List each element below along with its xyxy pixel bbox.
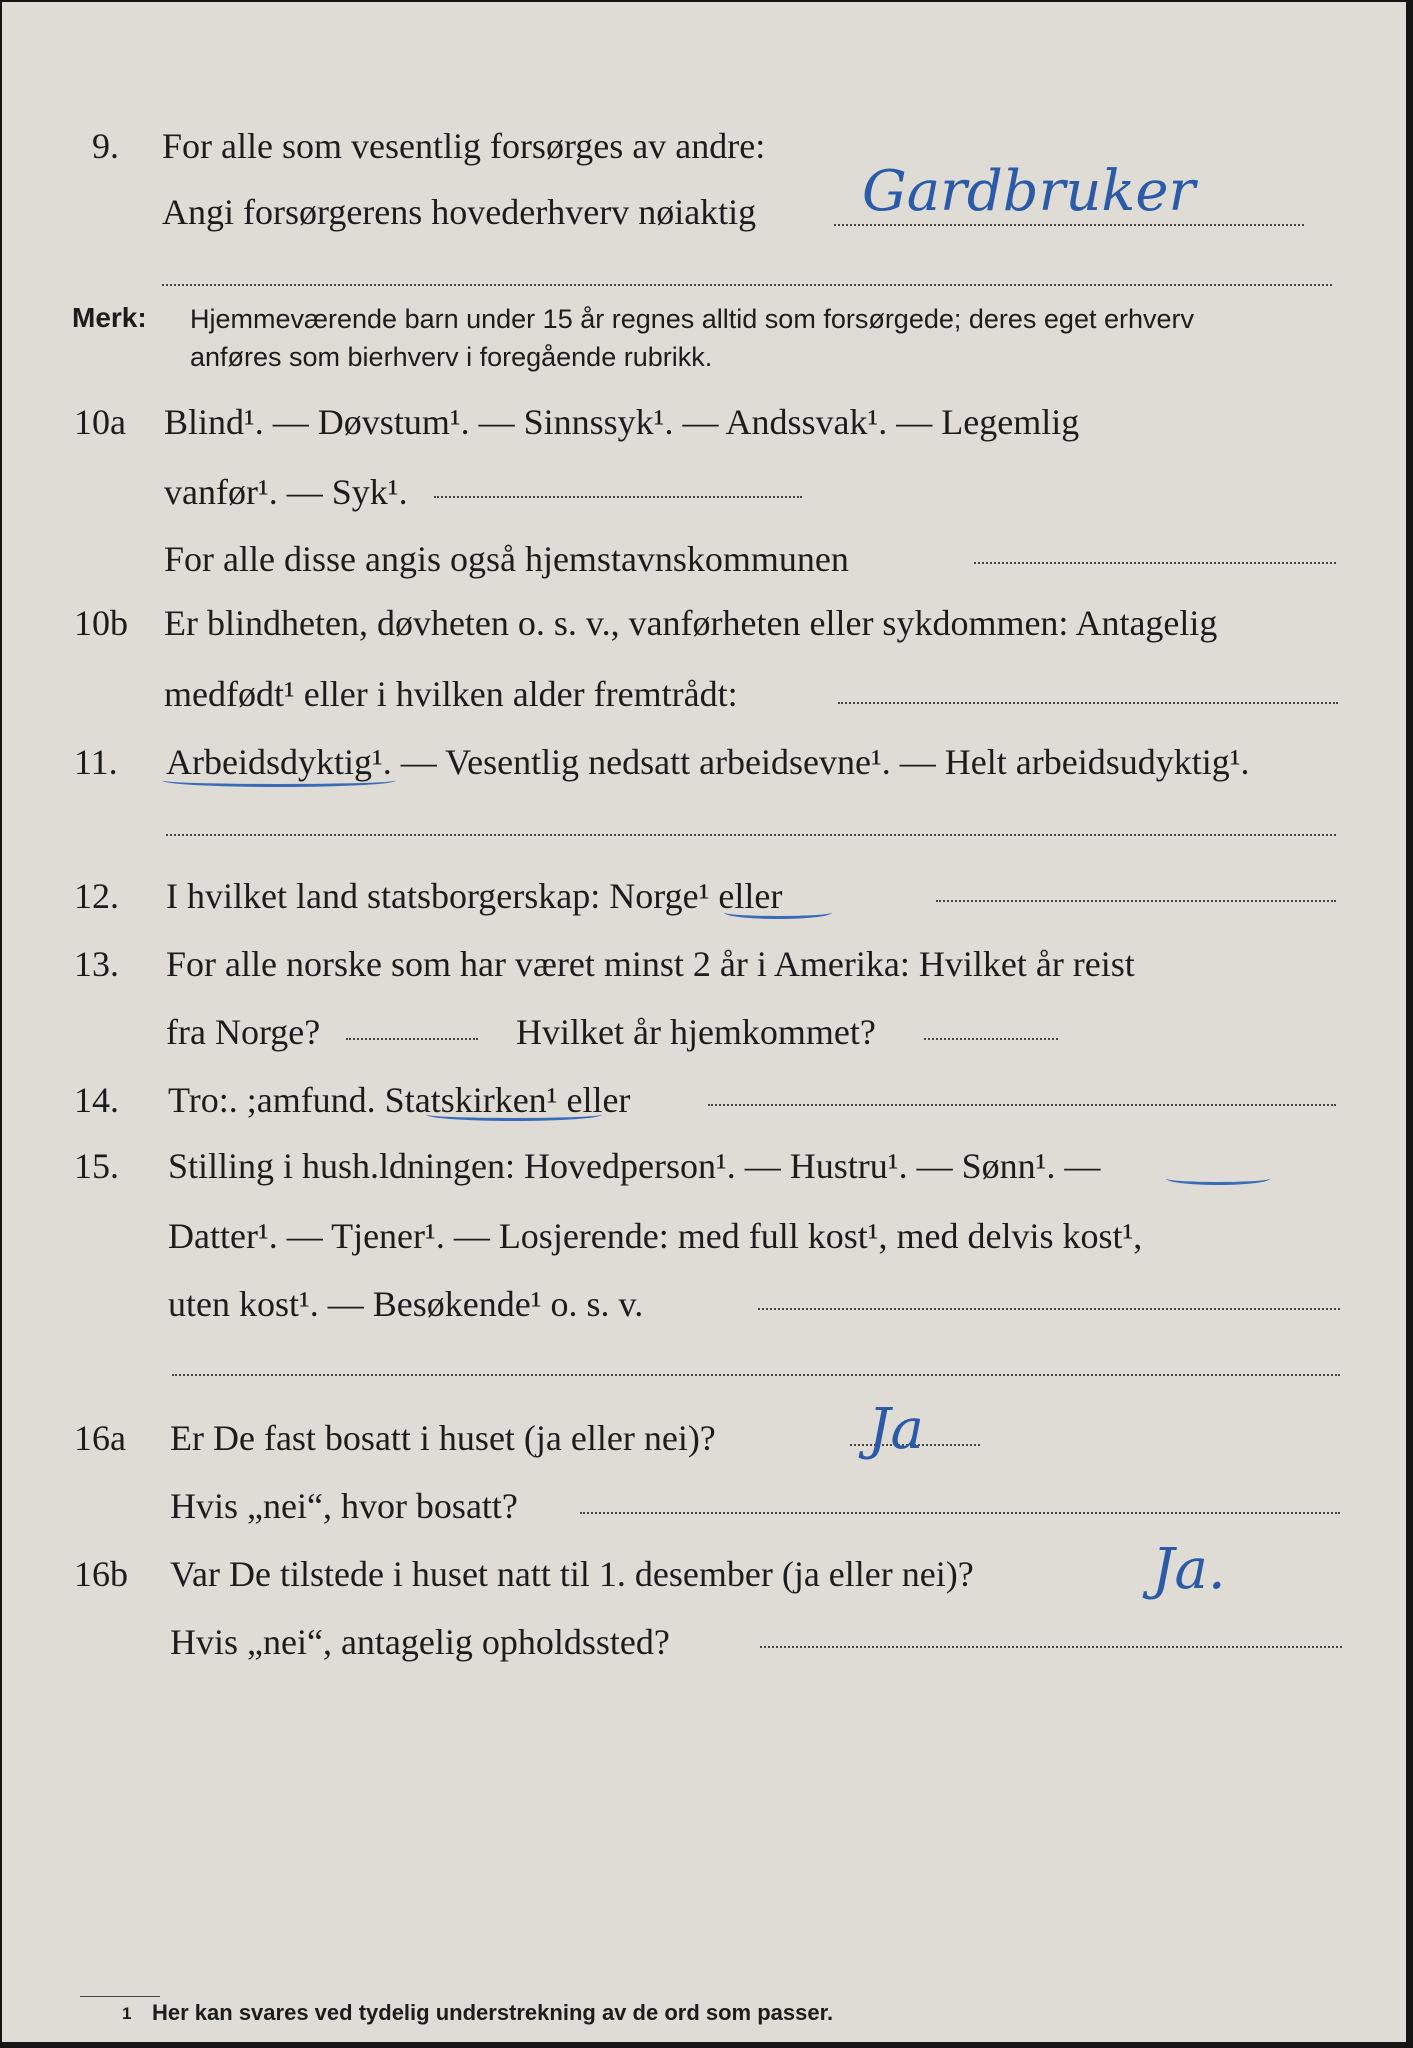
q16a-answer-handwritten: Ja bbox=[868, 1397, 924, 1462]
q9-line1: For alle som vesentlig forsørges av andre: bbox=[162, 126, 766, 166]
q11-line1: Arbeidsdyktig¹. — Vesentlig nedsatt arbeidsevne¹. — Helt arbeidsudyktig¹. bbox=[166, 742, 1250, 782]
footnote-marker: 1 bbox=[122, 2004, 132, 2023]
merk-label: Merk: bbox=[72, 302, 147, 333]
q16a-number: 16a bbox=[74, 1418, 126, 1458]
q12-number: 12. bbox=[74, 876, 119, 916]
q16b-answer-handwritten: Ja. bbox=[1152, 1537, 1226, 1602]
q16b-line1: Var De tilstede i huset natt til 1. desember (ja eller nei)? bbox=[170, 1554, 974, 1594]
q10a-line2: vanfør¹. — Syk¹. bbox=[164, 472, 408, 512]
q13-reist-field bbox=[346, 1038, 478, 1040]
q15-extra-line bbox=[172, 1374, 1340, 1376]
q10b-line2: medfødt¹ eller i hvilken alder fremtrådt: bbox=[164, 674, 738, 714]
q10a-line2-field bbox=[434, 496, 802, 498]
q9-number: 9. bbox=[92, 126, 119, 166]
q10a-line3: For alle disse angis også hjemstavnskommunen bbox=[164, 539, 849, 579]
q11-underline-arbeidsdyktig bbox=[162, 774, 396, 787]
q12-line1: I hvilket land statsborgerskap: Norge¹ eller bbox=[166, 876, 783, 916]
q14-field bbox=[708, 1104, 1336, 1106]
q15-line2: Datter¹. — Tjener¹. — Losjerende: med full kost¹, med delvis kost¹, bbox=[168, 1216, 1143, 1256]
q16a-line2: Hvis „nei“, hvor bosatt? bbox=[170, 1486, 518, 1526]
q14-underline-statskirken bbox=[426, 1108, 602, 1121]
q9-answer-handwritten: Gardbruker bbox=[862, 159, 1196, 224]
q14-line1: Tro:. ;amfund. Statskirken¹ eller bbox=[168, 1080, 631, 1120]
q13-line2b: Hvilket år hjemkommet? bbox=[516, 1012, 876, 1052]
q12-field bbox=[936, 900, 1336, 902]
q10b-line2-field bbox=[838, 702, 1338, 704]
q15-number: 15. bbox=[74, 1146, 119, 1186]
q16a-line2-field bbox=[580, 1512, 1340, 1514]
q10b-number: 10b bbox=[74, 603, 128, 643]
q12-underline-norge bbox=[724, 906, 832, 919]
q16b-line2-field bbox=[760, 1646, 1342, 1648]
q15-underline-sonn bbox=[1166, 1172, 1270, 1185]
q13-line1: For alle norske som har været minst 2 år i Amerika: Hvilket år reist bbox=[166, 944, 1135, 984]
q9-extra-line bbox=[162, 284, 1332, 286]
q13-hjemkommet-field bbox=[924, 1038, 1058, 1040]
merk-line1: Hjemmeværende barn under 15 år regnes alltid som forsørgede; deres eget erhverv bbox=[190, 304, 1194, 334]
q13-number: 13. bbox=[74, 944, 119, 984]
q10a-number: 10a bbox=[74, 402, 126, 442]
q15-line3: uten kost¹. — Besøkende¹ o. s. v. bbox=[168, 1284, 644, 1324]
q11-extra-line bbox=[166, 834, 1336, 836]
footnote-text: Her kan svares ved tydelig understrekning av de ord som passer. bbox=[152, 2000, 834, 2025]
q10a-line3-field bbox=[974, 562, 1336, 564]
census-form-page bbox=[2, 2, 1406, 2042]
merk-line2: anføres som bierhverv i foregående rubrikk. bbox=[190, 342, 713, 372]
q16b-line2: Hvis „nei“, antagelig opholdssted? bbox=[170, 1622, 670, 1662]
q10a-line1: Blind¹. — Døvstum¹. — Sinnssyk¹. — Andssvak¹. — Legemlig bbox=[164, 402, 1080, 442]
q10b-line1: Er blindheten, døvheten o. s. v., vanførheten eller sykdommen: Antagelig bbox=[164, 603, 1218, 643]
q15-field bbox=[758, 1308, 1340, 1310]
q13-line2a: fra Norge? bbox=[166, 1012, 321, 1052]
q16b-number: 16b bbox=[74, 1554, 128, 1594]
q15-line1: Stilling i hush.ldningen: Hovedperson¹. — Hustru¹. — Sønn¹. — bbox=[168, 1146, 1101, 1186]
footnote-rule bbox=[80, 1996, 160, 1997]
q9-line2: Angi forsørgerens hovederhverv nøiaktig bbox=[162, 192, 757, 232]
q14-number: 14. bbox=[74, 1080, 119, 1120]
q11-number: 11. bbox=[74, 742, 118, 782]
q9-answer-line bbox=[834, 224, 1304, 226]
q16a-line1: Er De fast bosatt i huset (ja eller nei)? bbox=[170, 1418, 716, 1458]
